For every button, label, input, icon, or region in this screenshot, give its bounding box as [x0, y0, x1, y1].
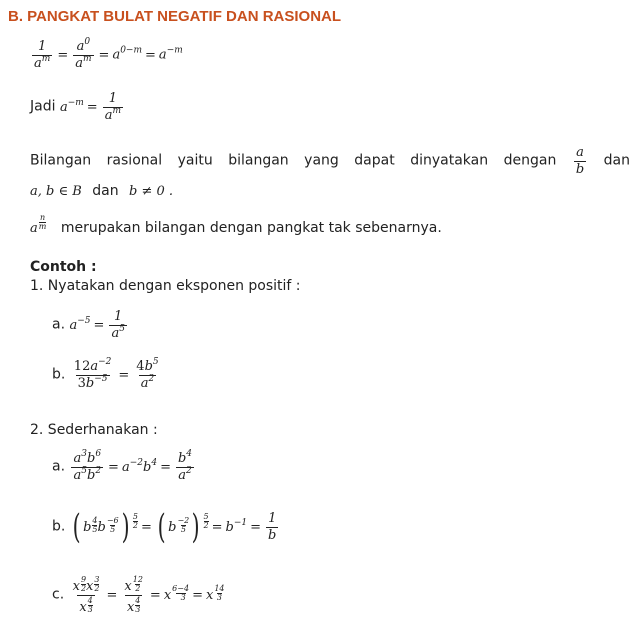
condition-line: [30, 183, 173, 199]
label-a-2: a.: [52, 458, 66, 475]
section-heading: B. PANGKAT BULAT NEGATIF DAN RASIONAL: [8, 8, 342, 25]
question-1: 1. Nyatakan dengan eksponen positif :: [30, 278, 301, 294]
negative-exponent-identity: $\frac{1}{a^m}$ = $\frac{a^0}{a^m}$ = $a^{0-m} = a^{-m}$: [34, 37, 183, 71]
rational-power-expr: a $\frac{n}{m}$: [30, 213, 47, 236]
conclusion-line: [30, 92, 125, 122]
example-1a-formula: $a^{-5}$ = $\frac{1}{a^5}$: [69, 309, 125, 341]
rational-definition-line: [30, 146, 630, 176]
nonzero-condition: b ≠ 0 .: [129, 184, 174, 199]
example-1b-formula: $\frac{12a^{-2}}{3b^{-5}}$ = $\frac{4b^5}{a^2}$: [73, 357, 159, 391]
contoh-heading: Contoh :: [30, 259, 97, 275]
improper-power-text: merupakan bilangan dengan pangkat tak sebenarnya.: [60, 220, 442, 236]
dan-text-2: dan: [92, 183, 119, 199]
example-2b: [52, 507, 280, 547]
improper-power-line: [30, 214, 442, 236]
dan-text: dan: [603, 152, 630, 169]
conclusion-formula: $a^{-m}$ = $\frac{1}{a^m}$: [59, 91, 121, 123]
example-2a: [52, 449, 196, 483]
example-1b: [52, 357, 163, 391]
rational-definition-text: Bilangan rasional yaitu bilangan yang dapat dinyatakan dengan: [30, 152, 557, 169]
a-over-b-fraction: $\frac{a}{b}$: [575, 145, 585, 177]
label-b: b.: [52, 366, 66, 383]
label-c: c.: [52, 586, 65, 603]
label-b-2: b.: [52, 518, 66, 535]
set-membership: a, b ∈ B: [30, 184, 82, 199]
example-1a: [52, 310, 129, 340]
jadi-text: Jadi: [30, 98, 56, 115]
question-2: 2. Sederhanakan :: [30, 422, 158, 438]
example-2c: [52, 576, 225, 614]
example-2a-formula: $\frac{a^3b^6}{a^5b^2}$ = $a^{-2}b^4$ = $\frac{b^4}{a^2}$: [73, 449, 193, 483]
label-a: a.: [52, 316, 66, 333]
example-2b-formula: ( b $\frac{4}{5}$ b $\frac{-6}{5}$ ) $\frac{5}{2}$ = ( b $\frac{-2}{5}$ ) $\frac{5}{2}$ = $b^{-1}$ = $\frac{1}{b}$: [72, 507, 277, 547]
example-2c-formula: x $\frac{9}{2}$ x $\frac{3}{2}$ x $\frac{4}{3}$ = x $\frac{12}{2}$ x $\frac{4}{3}$ = x $\frac{6-4}{3}$ = x $\frac{14}{3}$: [72, 575, 225, 615]
